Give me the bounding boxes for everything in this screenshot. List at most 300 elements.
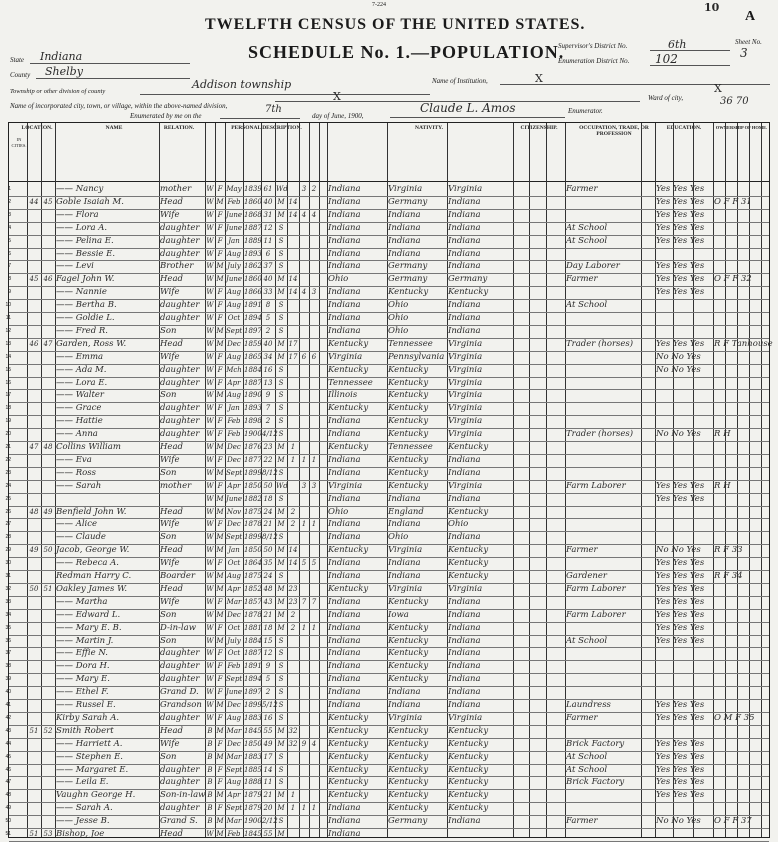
cell-age: 5 <box>265 675 271 684</box>
cell-name: —— Fred R. <box>56 325 108 336</box>
table-row <box>5 686 769 699</box>
cell-race: W <box>206 701 214 709</box>
cell-rel: Wife <box>160 519 180 530</box>
cell-bp: Indiana <box>328 313 361 323</box>
cell-bpm: Indiana <box>448 635 481 646</box>
cell-bpm: Kentucky <box>448 777 489 788</box>
cell-fam: 46 <box>43 275 53 284</box>
cell-bpf: Ohio <box>388 325 409 336</box>
cell-age: 21 <box>263 791 273 800</box>
table-row <box>5 815 769 828</box>
table-row <box>5 467 769 480</box>
cell-sex: F <box>217 301 223 310</box>
cell-sex: F <box>217 688 223 697</box>
cell-bpf: Indiana <box>388 248 421 259</box>
cell-ms: S <box>278 365 284 374</box>
cell-rel: Brother <box>160 261 194 272</box>
cell-age: 21 <box>263 520 273 529</box>
cell-ed: Yes Yes Yes <box>656 751 705 762</box>
table-row <box>5 544 769 557</box>
cell-fam: 48 <box>43 443 53 451</box>
cell-mo: Feb <box>227 830 241 838</box>
table-row <box>5 764 769 777</box>
table-row <box>9 260 769 273</box>
cell-sex: F <box>217 739 223 748</box>
cell-name: —— Martin J. <box>56 635 114 646</box>
cell-age: 55 <box>263 830 273 838</box>
cell-yr: 1891 <box>244 301 262 310</box>
cell-race: B <box>207 817 213 826</box>
table-row <box>5 570 769 583</box>
cell-bpm: Kentucky <box>448 571 489 581</box>
cell-yrs: 23 <box>288 584 298 593</box>
cell-bpf: Germany <box>388 816 428 827</box>
cell-bpf: Indiana <box>388 687 421 698</box>
cell-bp: Indiana <box>328 674 361 685</box>
cell-ms: M <box>277 791 285 800</box>
line-number: 10 <box>5 302 11 309</box>
cell-sex: F <box>217 185 223 193</box>
line-number: 1 <box>8 186 11 192</box>
cell-name: —— Anna <box>56 429 98 440</box>
cell-ms: S <box>278 675 284 684</box>
cell-ch2: 1 <box>311 520 317 529</box>
cell-mo: Dec <box>227 701 241 709</box>
cell-name: —— Claude <box>56 532 106 543</box>
cell-rel: Son <box>160 609 177 620</box>
cell-rel: daughter <box>160 403 200 414</box>
cell-name: —— Sarah <box>56 480 102 491</box>
cell-bp: Kentucky <box>328 751 369 762</box>
cell-ms: M <box>277 623 285 632</box>
cell-race: W <box>206 301 214 310</box>
cell-rel: Wife <box>160 558 180 569</box>
cell-rel: Son <box>160 467 177 478</box>
cell-race: W <box>206 185 214 193</box>
cell-bp: Kentucky <box>328 738 369 749</box>
cell-yr: 1878 <box>244 520 262 529</box>
table-row <box>5 776 769 789</box>
table-row <box>5 377 769 390</box>
cell-bp: Kentucky <box>328 583 369 594</box>
cell-ch2: 1 <box>311 623 317 632</box>
cell-bpm: Virginia <box>448 403 483 414</box>
line-number: 19 <box>5 418 11 425</box>
institution-value: X <box>535 72 543 85</box>
cell-ed: Yes Yes Yes <box>656 712 705 723</box>
line-number: 27 <box>5 521 11 528</box>
cell-mo: Jan <box>228 236 240 245</box>
table-row <box>5 738 769 751</box>
line-number: 3 <box>8 211 11 218</box>
cell-race: W <box>206 339 214 348</box>
cell-yrs: 17 <box>288 339 298 348</box>
cell-bpm: Indiana <box>448 300 481 311</box>
cell-sex: M <box>216 726 224 735</box>
cell-bpf: Kentucky <box>388 648 429 659</box>
cell-occ: At School <box>566 300 608 311</box>
cell-sex: M <box>216 610 224 619</box>
line-number: 47 <box>5 779 11 786</box>
cell-yr: 1860 <box>244 275 262 284</box>
cell-bpm: Virginia <box>448 338 483 349</box>
cell-rel: D-in-law <box>160 622 196 633</box>
cell-bpm: Indiana <box>448 248 481 259</box>
cell-bp: Kentucky <box>328 764 369 775</box>
cell-yr: 1891 <box>244 662 262 671</box>
cell-race: W <box>206 675 214 684</box>
cell-mo: Apr <box>227 584 241 593</box>
table-row <box>5 480 769 493</box>
cell-rel: Head <box>160 196 183 207</box>
line-number: 43 <box>5 727 11 734</box>
cell-bp: Indiana <box>328 196 361 207</box>
table-row <box>5 789 769 802</box>
cell-yr: 1878 <box>244 610 262 619</box>
cell-bpm: Virginia <box>448 480 483 491</box>
cell-yrs: 14 <box>288 546 298 555</box>
cell-race: W <box>206 326 214 335</box>
cell-yr: 1899 <box>244 533 262 542</box>
cell-bp: Virginia <box>328 351 363 362</box>
cell-mo: Sept <box>226 533 243 542</box>
cell-ch1: 4 <box>301 210 307 219</box>
line-number: 13 <box>5 340 11 347</box>
cell-ch1: 7 <box>301 597 307 606</box>
cell-yr: 1884 <box>244 365 262 374</box>
cell-ms: Wd <box>276 185 288 193</box>
cell-sex: M <box>216 197 224 206</box>
cell-bpf: Germany <box>388 261 428 272</box>
cell-sex: F <box>217 430 223 439</box>
table-row <box>5 428 769 441</box>
cell-name: Redman Harry C. <box>56 571 132 581</box>
cell-yr: 1894 <box>244 675 262 684</box>
table-row <box>9 222 769 235</box>
cell-bp: Indiana <box>328 184 361 194</box>
cell-occ: Farmer <box>566 712 598 723</box>
cell-name: —— Ethel F. <box>56 687 109 698</box>
cell-age: 2 <box>265 326 271 335</box>
cell-ch1: 6 <box>301 352 307 361</box>
cell-bp: Indiana <box>328 571 361 581</box>
cell-rel: Son <box>160 390 177 401</box>
header-in-cities: IN CITIES. <box>11 137 27 148</box>
cell-bpf: Indiana <box>388 222 421 233</box>
cell-bp: Indiana <box>328 287 361 298</box>
cell-rel: Grand S. <box>160 816 198 827</box>
cell-ch1: 1 <box>301 623 307 632</box>
cell-bp: Illinois <box>328 390 358 401</box>
page-number: 10 <box>704 1 720 14</box>
table-row <box>5 712 769 725</box>
cell-race: W <box>206 688 214 697</box>
cell-sex: M <box>216 533 224 542</box>
header-name: NAME <box>105 125 123 131</box>
table-row <box>9 209 769 222</box>
cell-ms: Wd <box>276 481 288 490</box>
cell-ch1: 3 <box>301 481 307 490</box>
table-row <box>9 286 769 299</box>
cell-sex: M <box>216 494 224 503</box>
cell-bpm: Indiana <box>448 467 481 478</box>
cell-age: 43 <box>263 597 273 606</box>
line-number: 25 <box>5 495 11 502</box>
cell-race: W <box>206 275 214 284</box>
cell-mo: Aug <box>226 352 242 361</box>
cell-bpf: Germany <box>388 196 428 207</box>
cell-race: W <box>206 623 214 632</box>
cell-ms: M <box>277 559 285 568</box>
line-number: 48 <box>5 792 11 799</box>
cell-name: Kirby Sarah A. <box>56 712 120 723</box>
cell-ms: M <box>277 739 285 748</box>
county-value: Shelby <box>45 65 83 78</box>
cell-age: 9 <box>265 391 271 400</box>
cell-ch2: 1 <box>311 455 317 464</box>
cell-age: 50 <box>263 481 273 490</box>
cell-yr: 1881 <box>244 623 262 632</box>
cell-mo: Aug <box>226 301 242 310</box>
cell-bpf: Kentucky <box>388 454 429 465</box>
line-number: 40 <box>5 689 11 696</box>
line-number: 32 <box>5 585 11 592</box>
enumerator-label: Enumerator. <box>568 107 603 115</box>
census-title: TWELFTH CENSUS OF THE UNITED STATES. <box>205 16 586 33</box>
cell-sex: M <box>216 584 224 593</box>
line-number: 17 <box>5 392 11 399</box>
line-number: 22 <box>5 456 11 463</box>
cell-race: W <box>206 662 214 671</box>
cell-bpm: Virginia <box>448 712 483 723</box>
table-row <box>5 531 769 544</box>
cell-ch2: 1 <box>311 804 317 813</box>
cell-occ: At School <box>566 222 608 233</box>
cell-rel: daughter <box>160 416 200 427</box>
cell-bp: Indiana <box>328 248 361 259</box>
cell-ms: M <box>277 275 285 284</box>
cell-occ: Brick Factory <box>566 738 625 749</box>
cell-ed: Yes Yes Yes <box>656 583 705 594</box>
cell-mo: Aug <box>226 778 242 787</box>
cell-own: R F Tanhouse <box>714 338 773 349</box>
cell-name: Jacob, George W. <box>56 545 130 556</box>
cell-bp: Tennessee <box>328 377 373 388</box>
cell-own: R H <box>714 480 731 491</box>
cell-bp: Kentucky <box>328 442 369 452</box>
line-number: 38 <box>5 663 11 670</box>
cell-ms: S <box>278 533 284 542</box>
city-value: X <box>333 90 341 103</box>
cell-age: 22 <box>263 455 273 464</box>
line-number: 37 <box>5 650 11 657</box>
cell-ms: S <box>278 417 284 426</box>
cell-yrs: 32 <box>288 726 298 735</box>
schedule-title: SCHEDULE No. 1.—POPULATION. <box>248 42 565 62</box>
cell-bp: Indiana <box>328 261 361 272</box>
cell-ms: M <box>277 610 285 619</box>
cell-race: W <box>206 713 214 722</box>
cell-age: 61 <box>263 185 273 193</box>
cell-ed: Yes Yes Yes <box>656 287 705 298</box>
cell-mo: Oct <box>227 623 241 632</box>
line-number: 33 <box>5 598 11 605</box>
cell-bpf: Ohio <box>388 532 409 543</box>
cell-fam: 49 <box>43 507 53 516</box>
cell-ed: Yes Yes Yes <box>656 184 705 194</box>
cell-bpf: Kentucky <box>388 596 429 607</box>
cell-fam: 45 <box>43 197 53 206</box>
cell-ed: No No Yes <box>656 364 701 375</box>
cell-age: 18 <box>263 494 273 503</box>
cell-race: B <box>207 791 213 800</box>
cell-ed: No No Yes <box>656 545 701 556</box>
cell-bpm: Indiana <box>448 532 481 543</box>
ward-value: X <box>714 82 722 95</box>
cell-name: —— Stephen E. <box>56 751 123 762</box>
cell-yr: 1852 <box>244 584 262 593</box>
cell-sex: M <box>216 830 224 838</box>
cell-yr: 1859 <box>244 339 262 348</box>
table-row <box>5 609 769 622</box>
cell-mo: May <box>226 185 242 193</box>
cell-age: 31 <box>263 210 273 219</box>
cell-yr: 1876 <box>244 443 262 451</box>
cell-ms: M <box>277 726 285 735</box>
cell-own: O F F 32 <box>714 274 752 285</box>
cell-name: —— Bertha B. <box>56 300 117 311</box>
cell-race: W <box>206 430 214 439</box>
cell-rel: Son <box>160 325 177 336</box>
line-number: 35 <box>5 624 11 631</box>
cell-bpf: Indiana <box>388 571 421 581</box>
cell-rel: Head <box>160 829 183 839</box>
cell-bpm: Indiana <box>448 674 481 685</box>
cell-ch2: 7 <box>311 597 317 606</box>
cell-mo: Sept <box>226 675 243 684</box>
cell-age: 50 <box>263 546 273 555</box>
cell-race: B <box>207 739 213 748</box>
cell-name: —— Edward L. <box>56 609 121 620</box>
cell-sex: M <box>216 391 224 400</box>
cell-bp: Indiana <box>328 235 361 246</box>
cell-ed: Yes Yes Yes <box>656 790 705 801</box>
cell-name: —— Harriett A. <box>56 738 123 749</box>
cell-ed: Yes Yes Yes <box>656 558 705 569</box>
cell-sex: F <box>217 623 223 632</box>
cell-own: O M F 35 <box>714 712 755 723</box>
cell-race: W <box>206 378 214 387</box>
cell-bpm: Indiana <box>448 196 481 207</box>
cell-race: W <box>206 365 214 374</box>
cell-yr: 1845 <box>244 830 262 838</box>
cell-sex: M <box>216 791 224 800</box>
cell-ms: M <box>277 288 285 297</box>
cell-occ: Day Laborer <box>566 261 620 272</box>
cell-sex: F <box>217 765 223 774</box>
cell-bpf: Virginia <box>388 184 423 194</box>
table-row <box>5 338 773 351</box>
cell-yr: 1850 <box>244 739 262 748</box>
cell-bp: Indiana <box>328 429 361 440</box>
cell-yrs: 1 <box>290 455 296 464</box>
cell-name: Benfield John W. <box>56 506 127 517</box>
cell-sex: F <box>217 455 223 464</box>
cell-bpf: Virginia <box>388 712 423 723</box>
cell-name: —— Emma <box>56 351 104 362</box>
cell-yr: 1889 <box>244 236 262 245</box>
line-number: 18 <box>5 405 11 412</box>
cell-ms: M <box>277 507 285 516</box>
cell-age: 11 <box>263 236 273 245</box>
cell-mo: Feb <box>227 662 241 671</box>
header-ownership: OWNERSHIP OF HOME. <box>715 125 768 130</box>
table-row <box>9 273 769 286</box>
cell-mo: Sept <box>226 468 243 477</box>
cell-race: W <box>206 223 214 232</box>
enumerated-day-label: day of June, 1900, <box>312 112 364 120</box>
cell-name: —— Effie N. <box>56 648 108 659</box>
header-citizenship: CITIZENSHIP. <box>520 125 558 131</box>
cell-ms: S <box>278 649 284 658</box>
cell-yr: 1879 <box>244 804 262 813</box>
cell-age: 2 <box>265 688 271 697</box>
cell-yr: 1897 <box>244 688 262 697</box>
cell-race: W <box>206 288 214 297</box>
cell-name: —— Goldie L. <box>56 313 115 323</box>
cell-sex: M <box>216 701 224 709</box>
cell-yrs: 14 <box>288 275 298 284</box>
line-number: 41 <box>5 702 11 708</box>
cell-bpm: Indiana <box>448 648 481 659</box>
cell-yr: 1887 <box>244 378 262 387</box>
cell-bpm: Virginia <box>448 583 483 594</box>
cell-mo: June <box>226 223 242 232</box>
cell-bpm: Indiana <box>448 325 481 336</box>
cell-ms: S <box>278 494 284 503</box>
supervisor-value: 6th <box>668 38 687 51</box>
cell-bp: Indiana <box>328 519 361 530</box>
table-row <box>9 196 769 209</box>
line-number: 45 <box>5 753 11 760</box>
cell-mo: June <box>226 275 242 284</box>
cell-bpf: Indiana <box>388 700 421 710</box>
cell-bp: Indiana <box>328 300 361 311</box>
cell-bpf: Kentucky <box>388 725 429 736</box>
cell-name: —— Sarah A. <box>56 803 113 814</box>
table-row <box>5 699 769 712</box>
cell-yr: 1893 <box>244 249 262 258</box>
cell-bpf: Kentucky <box>388 738 429 749</box>
cell-occ: Farmer <box>566 816 598 827</box>
enumerator-name: Claude L. Amos <box>420 101 516 115</box>
cell-ch1: 9 <box>301 739 307 748</box>
cell-yr: 1882 <box>244 494 262 503</box>
cell-ed: Yes Yes Yes <box>656 209 705 220</box>
cell-own: R H <box>714 429 731 440</box>
cell-bpm: Virginia <box>448 416 483 427</box>
cell-ms: S <box>278 404 284 413</box>
cell-bpf: Kentucky <box>388 416 429 427</box>
cell-race: W <box>206 559 214 568</box>
line-number: 11 <box>5 315 11 321</box>
cell-occ: At School <box>566 764 608 775</box>
cell-rel: Head <box>160 506 183 517</box>
line-number: 2 <box>8 198 11 205</box>
table-row <box>5 725 769 738</box>
cell-ms: M <box>277 584 285 593</box>
cell-name: —— Eva <box>56 454 92 465</box>
